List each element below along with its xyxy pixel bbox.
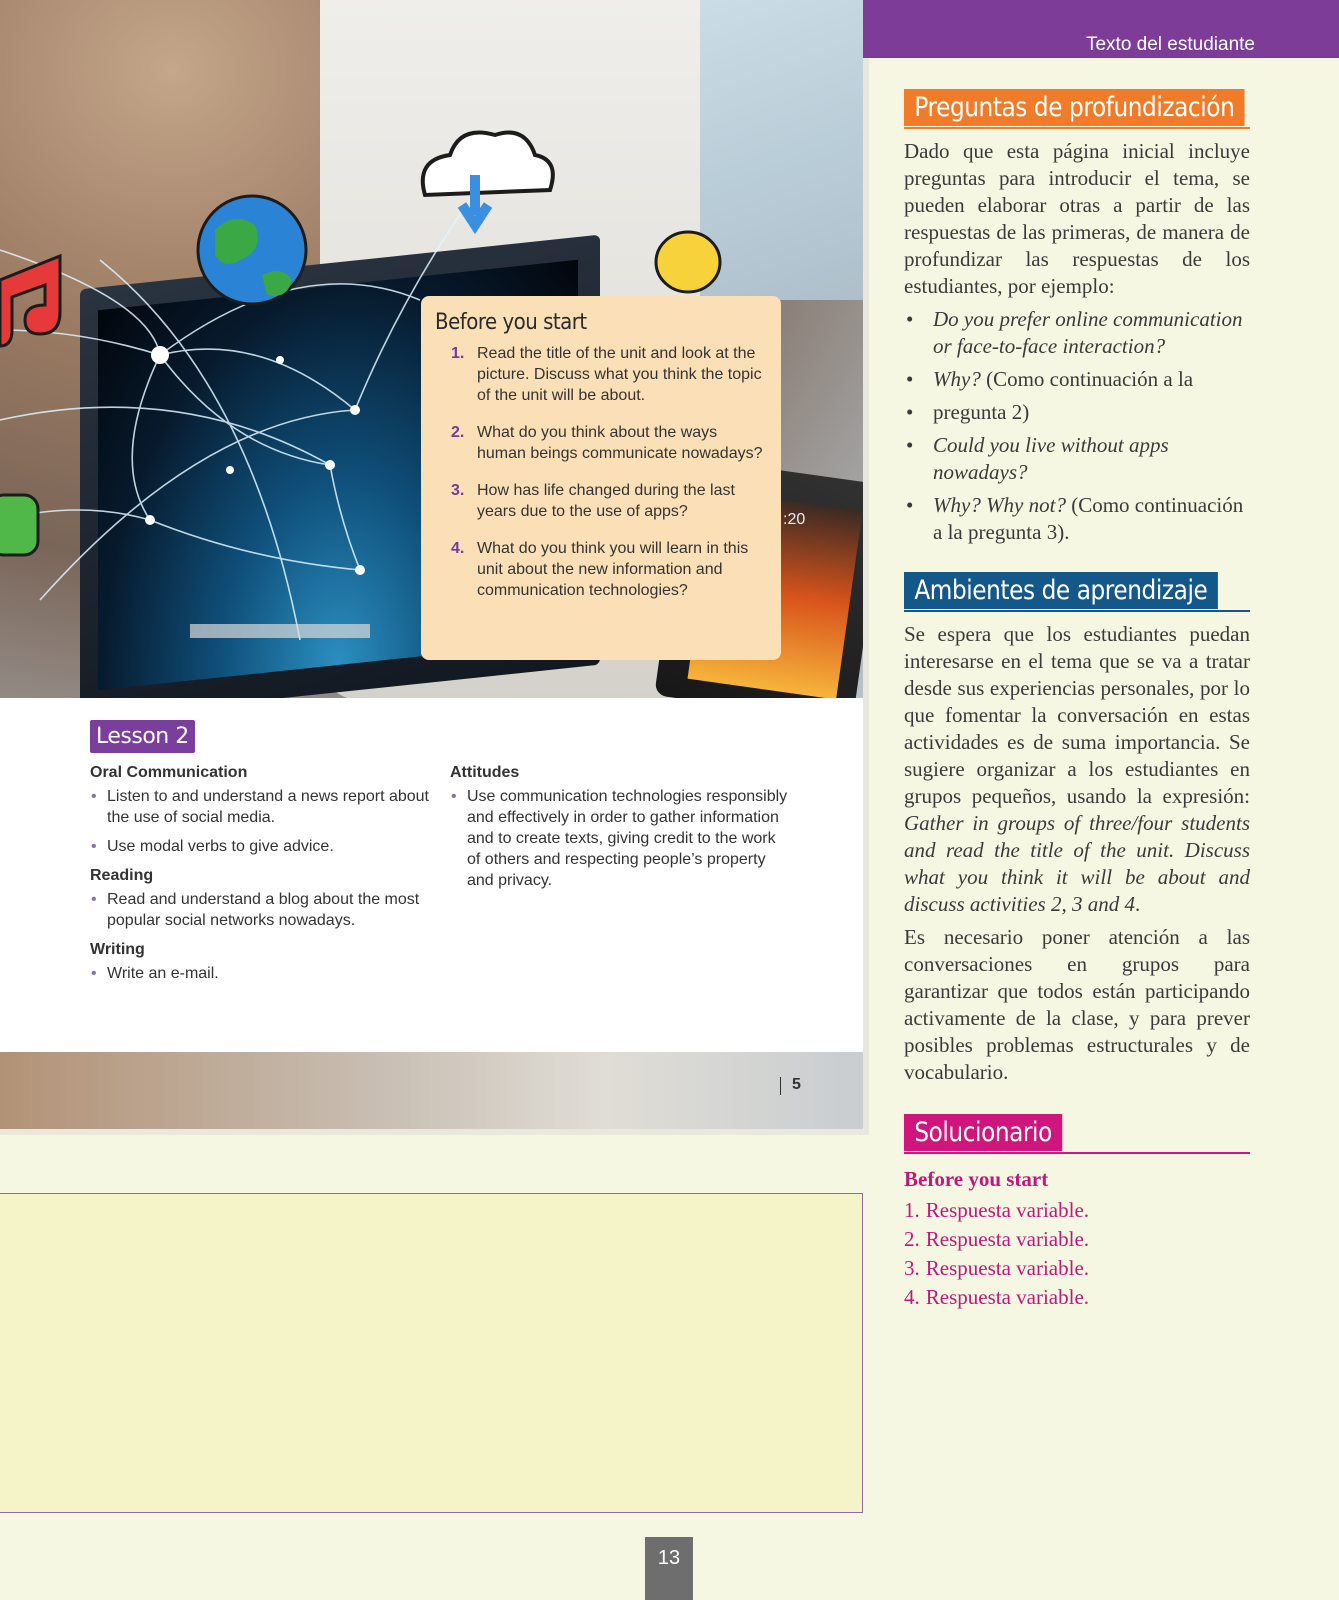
list-item: • Write an e-mail. — [90, 963, 430, 984]
list-item: 2. What do you think about the ways human beings communicate nowadays? — [451, 424, 763, 462]
attitudes-heading: Attitudes — [450, 764, 520, 781]
dock-bar — [190, 624, 370, 638]
screen-time-text: :20 — [783, 511, 806, 528]
lesson-column-left — [90, 762, 430, 992]
list-item: • Why? Why not? (Como continuación a la pregunta 3). — [904, 492, 1250, 546]
list-item: • Listen to and understand a news report about the use of social media. — [90, 786, 430, 828]
ambientes-heading: Ambientes de aprendizaje — [904, 572, 1250, 612]
lesson-objectives-panel — [0, 698, 863, 1052]
lesson-badge: Lesson 2 — [90, 720, 195, 753]
preguntas-body — [904, 138, 1250, 552]
list-item: • Could you live without apps nowadays? — [904, 432, 1250, 486]
page-number: 13 — [645, 1537, 693, 1600]
list-item: • Why? (Como continuación a la — [904, 366, 1250, 393]
book-page-number: 5 — [792, 1076, 801, 1093]
preguntas-list — [904, 306, 1250, 546]
reading-heading: Reading — [90, 867, 154, 884]
list-item: 1. Read the title of the unit and look at the picture. Discuss what you think the topic of the unit will be about. — [451, 345, 762, 404]
preguntas-intro: Dado que esta página inicial incluye preguntas para introducir el tema, se pueden elaborar otras a partir de las respuestas de las primeras, de manera de profundizar las respuestas de los estudiantes, por ejemplo: — [904, 139, 1250, 298]
header-bar — [863, 0, 1339, 58]
list-item: • Do you prefer online communication or face-to-face interaction? — [904, 306, 1250, 360]
list-item: • Use communication technologies responsibly and effectively in order to gather information and to create texts, giving credit to the work of others and respecting people’s property and privacy. — [450, 786, 790, 891]
solucionario-subtitle: Before you start — [904, 1167, 1049, 1191]
music-note-icon — [0, 256, 60, 346]
list-item: 1. Respuesta variable. — [904, 1198, 1090, 1222]
solucionario-list — [904, 1196, 1089, 1312]
student-book-page — [0, 0, 869, 1135]
lesson-column-right — [450, 762, 790, 899]
before-you-start-title: Before you start — [435, 310, 587, 335]
ambientes-paragraph-2: Es necesario poner atención a las conversaciones en grupos para garantizar que todos están participando activamente de la clase, y para prever posibles problemas estructurales y de vocabulario. — [904, 925, 1250, 1084]
before-you-start-box — [421, 296, 781, 660]
list-item: • Read and understand a blog about the most popular social networks nowadays. — [90, 889, 430, 931]
lightbulb-icon — [656, 232, 720, 292]
list-item: • Use modal verbs to give advice. — [90, 836, 430, 857]
cover-photo — [0, 0, 863, 698]
oral-communication-heading: Oral Communication — [90, 764, 248, 781]
notes-box — [0, 1193, 863, 1513]
writing-heading: Writing — [90, 941, 145, 958]
preguntas-heading: Preguntas de profundización — [904, 89, 1250, 129]
chat-bubble-icon — [0, 495, 38, 555]
list-item: 3. Respuesta variable. — [904, 1256, 1090, 1280]
cover-photo-bottom — [0, 1052, 863, 1129]
list-item: • pregunta 2) — [904, 399, 1250, 426]
ambientes-paragraph-1: Se espera que los estudiantes puedan interesarse en el tema que se va a tratar desde sus experiencias personales, por lo que fomentar la conversación en estas actividades es de suma importancia. Se sugiere organizar a los estudiantes en grupos pequeños, usando la expresión: Gather in groups of three/four students and read the title of the unit. Discuss what you think it will be about and discuss activities 2, 3 and 4. — [904, 622, 1250, 916]
list-item: 4. What do you think you will learn in this unit about the new information and communication technologies? — [451, 540, 749, 599]
list-item: 2. Respuesta variable. — [904, 1227, 1090, 1251]
ambientes-body — [904, 621, 1250, 1092]
list-item: 4. Respuesta variable. — [904, 1285, 1090, 1309]
solucionario-heading: Solucionario — [904, 1114, 1250, 1154]
globe-icon — [198, 196, 306, 304]
cloud-download-icon — [423, 133, 553, 226]
header-label: Texto del estudiante — [1085, 34, 1255, 55]
list-item: 3. How has life changed during the last years due to the use of apps? — [451, 482, 735, 520]
before-you-start-list — [435, 343, 767, 601]
